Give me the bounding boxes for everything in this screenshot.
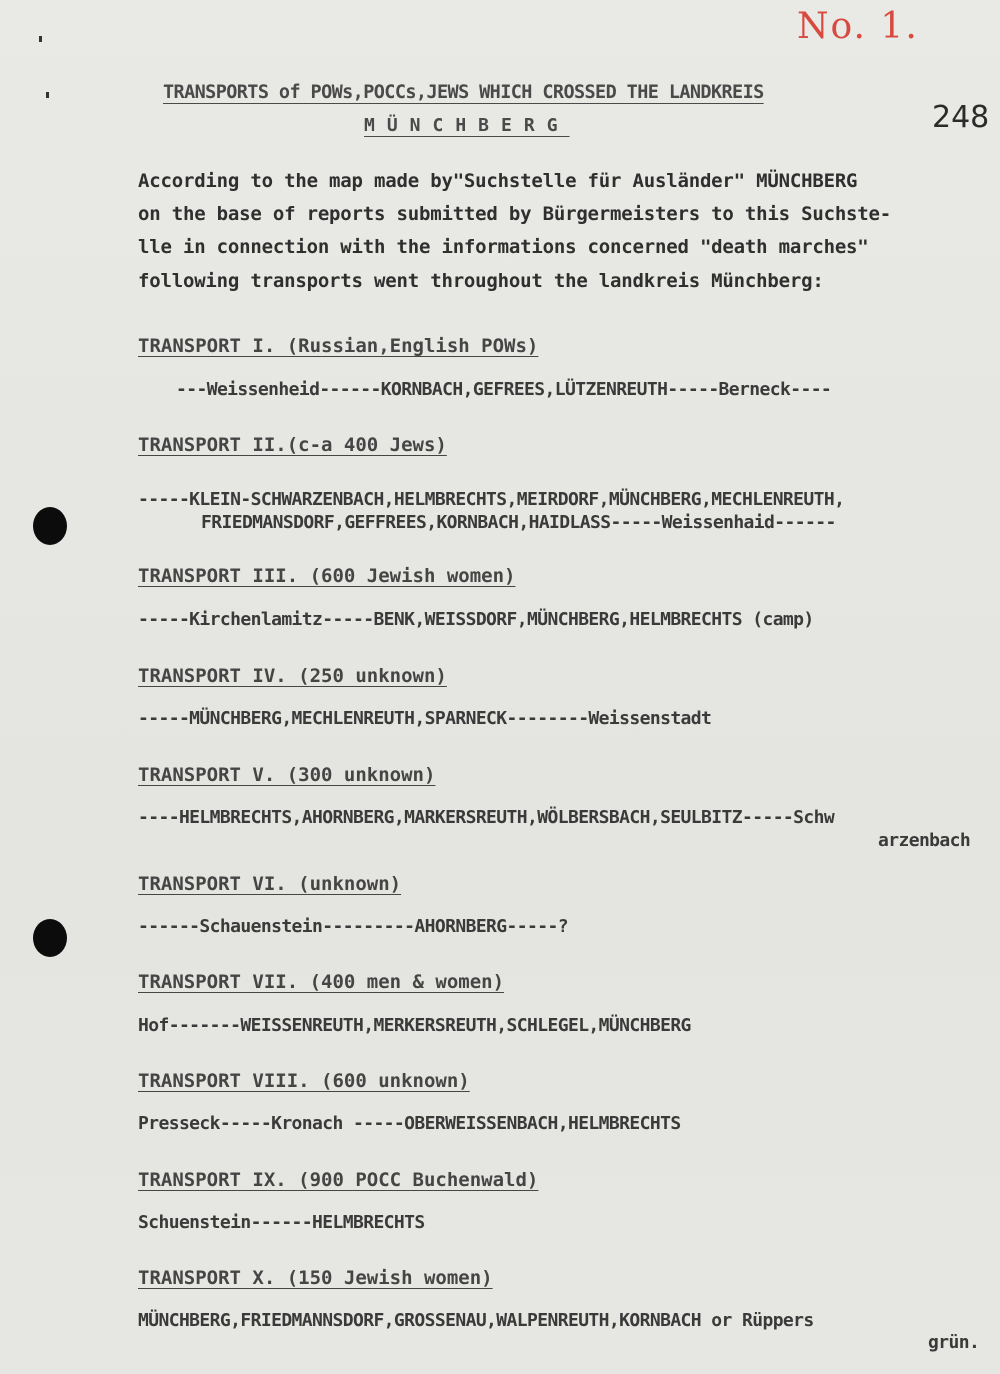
intro-line: According to the map made by"Suchstelle für Ausländer" MÜNCHBERG — [138, 170, 858, 192]
transport-route: MÜNCHBERG,FRIEDMANNSDORF,GROSSENAU,WALPENREUTH,KORNBACH or Rüppers — [138, 1310, 814, 1331]
transport-route: ----HELMBRECHTS,AHORNBERG,MARKERSREUTH,WÖLBERSBACH,SEULBITZ-----Schw — [138, 807, 835, 828]
transport-route: Presseck-----Kronach -----OBERWEISSENBACH,HELMBRECHTS — [138, 1113, 681, 1134]
transport-heading: TRANSPORT IX. (900 POCC Buchenwald) — [138, 1169, 539, 1191]
intro-line: on the base of reports submitted by Bürgermeisters to this Suchste- — [138, 203, 892, 225]
document-title: TRANSPORTS of POWs,POCCs,JEWS WHICH CROSSED THE LANDKREIS — [163, 82, 764, 103]
transport-heading: TRANSPORT II.(c-a 400 Jews) — [138, 434, 447, 456]
transport-route: ---Weissenheid------KORNBACH,GEFREES,LÜTZENREUTH-----Berneck---- — [176, 379, 832, 400]
ink-mark — [39, 36, 42, 42]
transport-route: Schuenstein------HELMBRECHTS — [138, 1212, 425, 1233]
transport-route: ------Schauenstein---------AHORNBERG-----? — [138, 916, 568, 937]
handwritten-number-annotation: No. 1. — [797, 6, 919, 47]
transport-heading: TRANSPORT IV. (250 unknown) — [138, 665, 447, 687]
page-number: 248 — [932, 100, 990, 135]
intro-line: lle in connection with the informations concerned "death marches" — [138, 236, 869, 258]
transport-heading: TRANSPORT X. (150 Jewish women) — [138, 1267, 493, 1289]
transport-heading: TRANSPORT VIII. (600 unknown) — [138, 1070, 470, 1092]
ink-mark — [46, 92, 49, 98]
intro-line: following transports went throughout the landkreis Münchberg: — [138, 270, 824, 292]
transport-heading: TRANSPORT I. (Russian,English POWs) — [138, 335, 539, 357]
transport-route: Hof-------WEISSENREUTH,MERKERSREUTH,SCHLEGEL,MÜNCHBERG — [138, 1015, 691, 1036]
transport-heading: TRANSPORT III. (600 Jewish women) — [138, 565, 516, 587]
transport-route: FRIEDMANSDORF,GEFFREES,KORNBACH,HAIDLASS-----Weissenhaid------ — [201, 512, 836, 533]
transport-route: -----KLEIN-SCHWARZENBACH,HELMBRECHTS,MEIRDORF,MÜNCHBERG,MECHLENREUTH, — [138, 489, 845, 510]
document-title-place: MÜNCHBERG — [364, 115, 570, 136]
transport-heading: TRANSPORT VII. (400 men & women) — [138, 971, 505, 993]
punch-hole — [33, 919, 67, 957]
transport-route: -----Kirchenlamitz-----BENK,WEISSDORF,MÜNCHBERG,HELMBRECHTS (camp) — [138, 609, 814, 630]
punch-hole — [33, 507, 67, 545]
transport-route: arzenbach — [878, 830, 971, 851]
transport-heading: TRANSPORT VI. (unknown) — [138, 873, 402, 895]
transport-route: grün. — [928, 1332, 980, 1353]
transport-route: -----MÜNCHBERG,MECHLENREUTH,SPARNECK--------Weissenstadt — [138, 708, 712, 729]
transport-heading: TRANSPORT V. (300 unknown) — [138, 764, 436, 786]
